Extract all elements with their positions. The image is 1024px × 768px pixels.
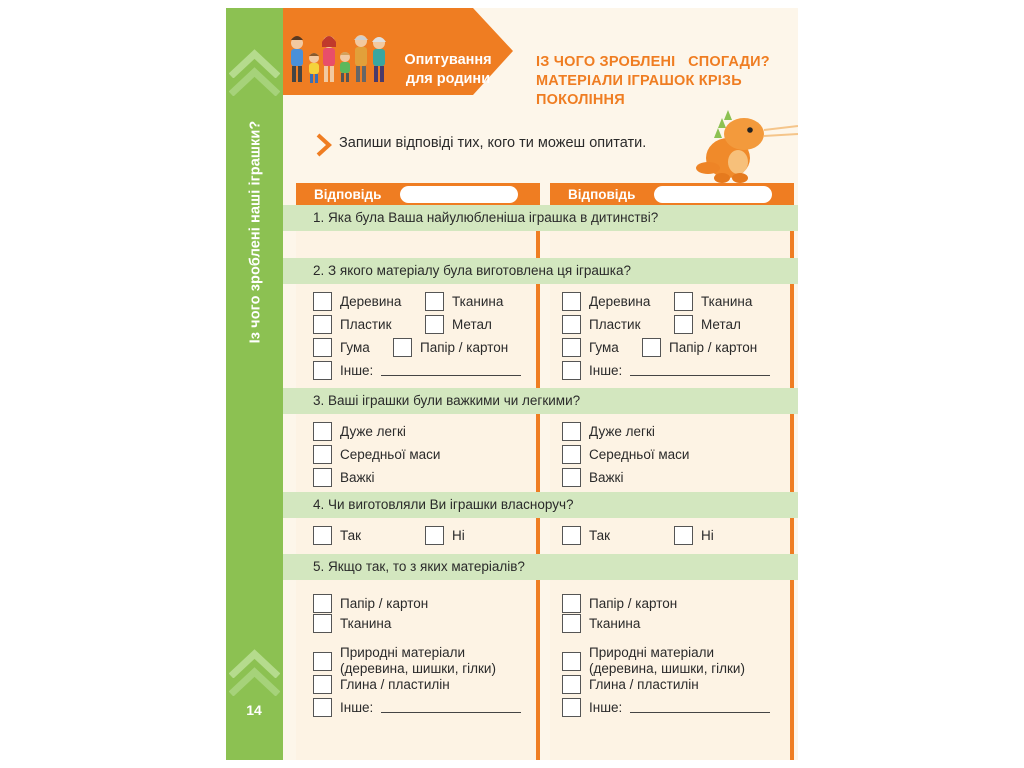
checkbox-no[interactable]: Ні [674, 525, 714, 545]
workbook-page [226, 8, 798, 760]
chevron-right-icon [314, 132, 334, 158]
header-banner [283, 8, 513, 95]
question-2: 2. З якого матеріалу була виготовлена ця іграшка? [283, 258, 798, 284]
checkbox-heavy[interactable]: Важкі [562, 467, 623, 487]
checkbox-clay[interactable]: Глина / пластилін [313, 674, 450, 694]
checkbox-paper[interactable]: Папір / картон [393, 337, 508, 357]
checkbox-medium-weight[interactable]: Середньої маси [562, 444, 689, 464]
checkbox-natural-materials[interactable]: Природні матеріали (деревина, шишки, гілки) [562, 644, 779, 678]
checkbox-rubber[interactable]: Гума [562, 337, 619, 357]
checkbox-other[interactable]: Інше: [313, 697, 521, 717]
checkbox-paper[interactable]: Папір / картон [642, 337, 757, 357]
checkbox-wood[interactable]: Деревина [313, 291, 401, 311]
checkbox-fabric[interactable]: Тканина [674, 291, 752, 311]
side-spine [226, 8, 283, 760]
checkbox-fabric[interactable]: Тканина [562, 613, 640, 633]
checkbox-plastic[interactable]: Пластик [562, 314, 640, 334]
dinosaur-mascot-icon [692, 96, 798, 186]
family-illustration-icon [287, 30, 391, 88]
question-3: 3. Ваші іграшки були важкими чи легкими? [283, 388, 798, 414]
answer-header-left: Відповідь [296, 183, 540, 206]
instruction-text: Запиши відповіді тих, кого ти можеш опитати. [339, 135, 647, 151]
respondent-name-field[interactable] [400, 186, 518, 203]
other-input-line[interactable] [630, 364, 770, 376]
checkbox-other[interactable]: Інше: [313, 360, 521, 380]
checkbox-no[interactable]: Ні [425, 525, 465, 545]
respondent-name-field[interactable] [654, 186, 772, 203]
other-input-line[interactable] [630, 701, 770, 713]
checkbox-metal[interactable]: Метал [674, 314, 741, 334]
checkbox-other[interactable]: Інше: [562, 697, 770, 717]
spine-title: Із чого зроблені наші іграшки? [247, 120, 264, 343]
checkbox-rubber[interactable]: Гума [313, 337, 370, 357]
checkbox-very-light[interactable]: Дуже легкі [313, 421, 406, 441]
checkbox-other[interactable]: Інше: [562, 360, 770, 380]
page-number: 14 [246, 702, 262, 718]
question-5: 5. Якщо так, то з яких матеріалів? [283, 554, 798, 580]
column-divider [790, 204, 794, 760]
checkbox-plastic[interactable]: Пластик [313, 314, 391, 334]
column-divider [536, 204, 540, 760]
other-input-line[interactable] [381, 364, 521, 376]
checkbox-medium-weight[interactable]: Середньої маси [313, 444, 440, 464]
question-4: 4. Чи виготовляли Ви іграшки власноруч? [283, 492, 798, 518]
chevron-up-icon [229, 66, 280, 96]
checkbox-paper-cardboard[interactable]: Папір / картон [562, 593, 677, 613]
checkbox-metal[interactable]: Метал [425, 314, 492, 334]
other-input-line[interactable] [381, 701, 521, 713]
checkbox-paper-cardboard[interactable]: Папір / картон [313, 593, 428, 613]
page-title: ІЗ ЧОГО ЗРОБЛЕНІ СПОГАДИ? МАТЕРІАЛИ ІГРАШОК КРІЗЬ ПОКОЛІННЯ [536, 54, 770, 108]
checkbox-wood[interactable]: Деревина [562, 291, 650, 311]
checkbox-fabric[interactable]: Тканина [313, 613, 391, 633]
checkbox-yes[interactable]: Так [562, 525, 610, 545]
checkbox-heavy[interactable]: Важкі [313, 467, 374, 487]
checkbox-yes[interactable]: Так [313, 525, 361, 545]
checkbox-very-light[interactable]: Дуже легкі [562, 421, 655, 441]
chevron-up-icon [229, 666, 280, 696]
question-1: 1. Яка була Ваша найулюбленіша іграшка в дитинстві? [283, 205, 798, 231]
checkbox-fabric[interactable]: Тканина [425, 291, 503, 311]
checkbox-natural-materials[interactable]: Природні матеріали (деревина, шишки, гілки) [313, 644, 530, 678]
checkbox-clay[interactable]: Глина / пластилін [562, 674, 699, 694]
survey-label: Опитування для родини [404, 52, 492, 87]
answer-header-right: Відповідь [550, 183, 794, 206]
